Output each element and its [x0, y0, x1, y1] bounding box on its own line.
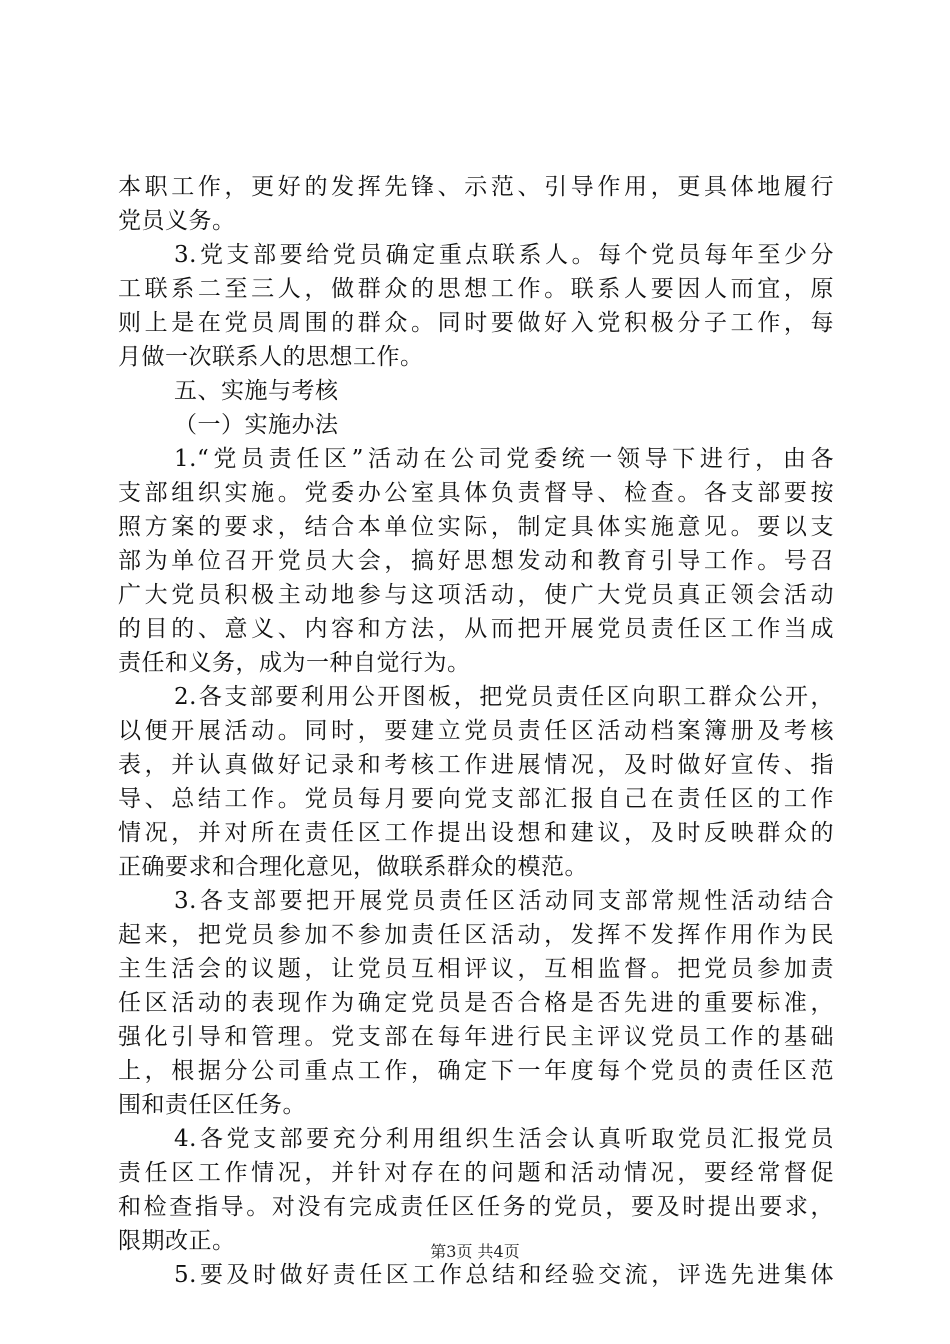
text-line: 工联系二至三人，做群众的思想工作。联系人要因人而宜，原	[118, 276, 834, 302]
text-line: 围和责任区任务。	[118, 1092, 306, 1118]
text-line: 1.“党员责任区”活动在公司党委统一领导下进行，由各	[174, 446, 834, 472]
text-line: 责任区工作情况，并针对存在的问题和活动情况，要经常督促	[118, 1160, 834, 1186]
text-line: 党员义务。	[118, 208, 236, 234]
text-line: 则上是在党员周围的群众。同时要做好入党积极分子工作，每	[118, 310, 834, 336]
subsection-heading: （一）实施办法	[174, 412, 339, 438]
text-line: 4.各党支部要充分利用组织生活会认真听取党员汇报党员	[174, 1126, 834, 1152]
text-line: 和检查指导。对没有完成责任区任务的党员，要及时提出要求，	[118, 1194, 834, 1220]
text-line: 导、总结工作。党员每月要向党支部汇报自己在责任区的工作	[118, 786, 834, 812]
text-line: 上，根据分公司重点工作，确定下一年度每个党员的责任区范	[118, 1058, 834, 1084]
text-line: 支部组织实施。党委办公室具体负责督导、检查。各支部要按	[118, 480, 834, 506]
text-line: 的目的、意义、内容和方法，从而把开展党员责任区工作当成	[118, 616, 834, 642]
text-line: 3.党支部要给党员确定重点联系人。每个党员每年至少分	[174, 242, 834, 268]
section-heading: 五、实施与考核	[174, 378, 339, 404]
text-line: 情况，并对所在责任区工作提出设想和建议，及时反映群众的	[118, 820, 834, 846]
text-line: 强化引导和管理。党支部在每年进行民主评议党员工作的基础	[118, 1024, 834, 1050]
text-line: 起来，把党员参加不参加责任区活动，发挥不发挥作用作为民	[118, 922, 834, 948]
text-line: 任区活动的表现作为确定党员是否合格是否先进的重要标准，	[118, 990, 834, 1016]
page-number-footer: 第3页 共4页	[430, 1242, 520, 1261]
text-line: 责任和义务，成为一种自觉行为。	[118, 650, 471, 676]
text-line: 表，并认真做好记录和考核工作进展情况，及时做好宣传、指	[118, 752, 834, 778]
text-line: 月做一次联系人的思想工作。	[118, 344, 424, 370]
text-line: 部为单位召开党员大会，搞好思想发动和教育引导工作。号召	[118, 548, 834, 574]
text-line: 本职工作，更好的发挥先锋、示范、引导作用，更具体地履行	[118, 174, 834, 200]
text-line: 广大党员积极主动地参与这项活动，使广大党员真正领会活动	[118, 582, 834, 608]
text-line: 2.各支部要利用公开图板，把党员责任区向职工群众公开，	[174, 684, 834, 710]
text-line: 正确要求和合理化意见，做联系群众的模范。	[118, 854, 588, 880]
text-line: 5.要及时做好责任区工作总结和经验交流，评选先进集体	[174, 1262, 834, 1288]
text-line: 以便开展活动。同时，要建立党员责任区活动档案簿册及考核	[118, 718, 834, 744]
text-line: 照方案的要求，结合本单位实际，制定具体实施意见。要以支	[118, 514, 834, 540]
text-line: 限期改正。	[118, 1228, 236, 1254]
text-line: 主生活会的议题，让党员互相评议，互相监督。把党员参加责	[118, 956, 834, 982]
text-line: 3.各支部要把开展党员责任区活动同支部常规性活动结合	[174, 888, 834, 914]
document-body	[118, 170, 834, 1292]
